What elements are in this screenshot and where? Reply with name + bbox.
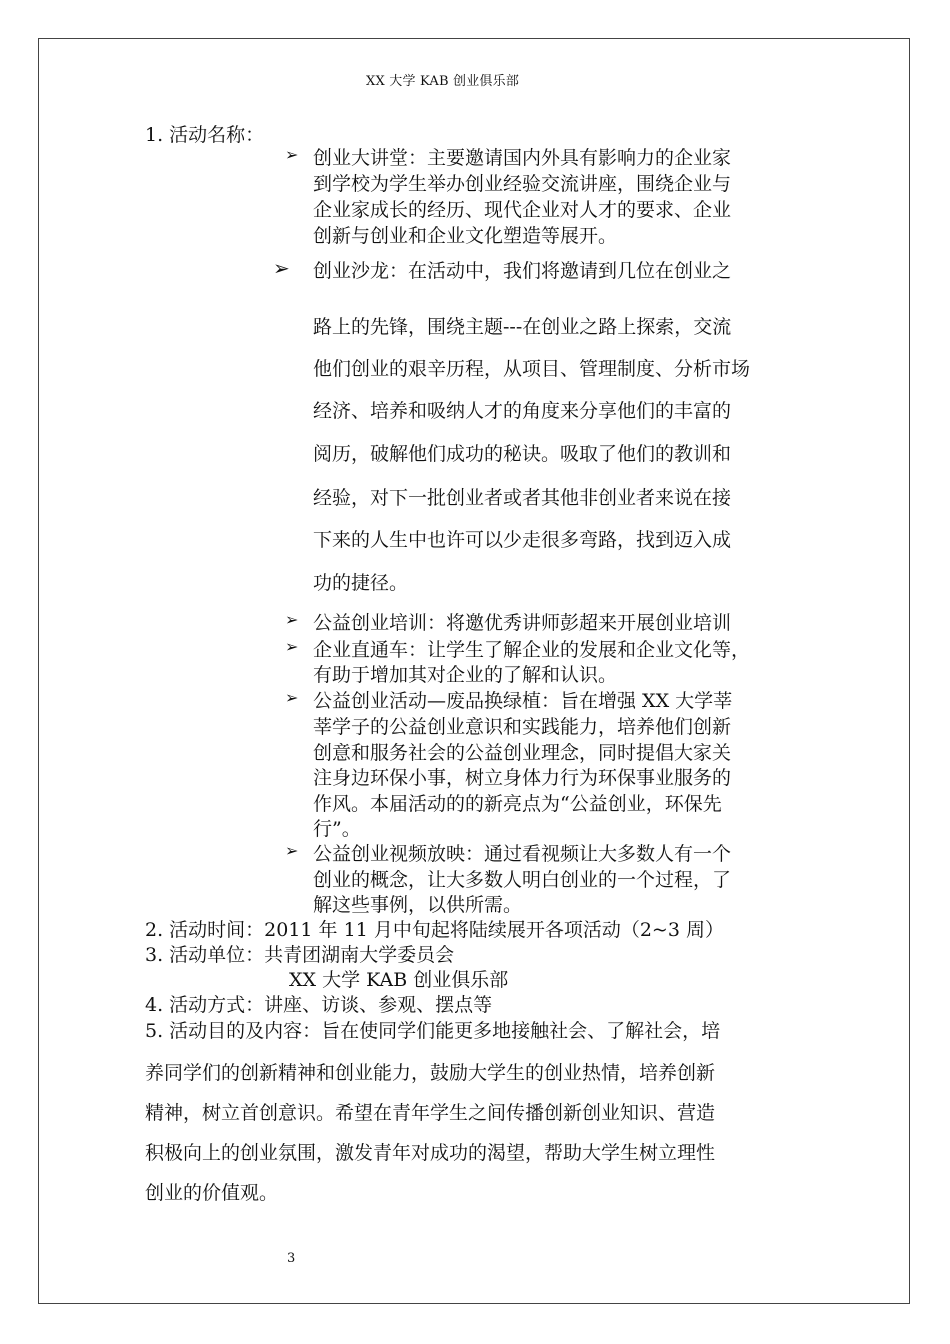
page-header: XX 大学 KAB 创业俱乐部 bbox=[366, 74, 520, 89]
section-4-method: 4. 活动方式：讲座、访谈、参观、摆点等 bbox=[145, 994, 493, 1016]
item-5-line-5: 作风。本届活动的的新亮点为“公益创业，环保先 bbox=[313, 793, 722, 815]
section-2-time: 2. 活动时间：2011 年 11 月中旬起将陆续展开各项活动（2~3 周） bbox=[145, 919, 724, 941]
item-5-line-3: 创意和服务社会的公益创业理念，同时提倡大家关 bbox=[313, 742, 732, 764]
item-4-line-1: 企业直通车：让学生了解企业的发展和企业文化等， bbox=[313, 639, 751, 661]
item-2-line-7: 下来的人生中也许可以少走很多弯路，找到迈入成 bbox=[313, 529, 732, 551]
item-5-line-6: 行”。 bbox=[313, 818, 361, 840]
item-4-line-2: 有助于增加其对企业的了解和认识。 bbox=[313, 664, 618, 686]
item-1-line-4: 创新与创业和企业文化塑造等展开。 bbox=[313, 225, 618, 247]
item-2-line-4: 经济、培养和吸纳人才的角度来分享他们的丰富的 bbox=[313, 400, 732, 422]
arrowhead-bullet-icon: ➢ bbox=[273, 256, 290, 280]
section-1-heading: 1. 活动名称： bbox=[145, 124, 265, 146]
item-5-line-2: 莘学子的公益创业意识和实践能力，培养他们创新 bbox=[313, 716, 732, 738]
section-5-line-1: 5. 活动目的及内容：旨在使同学们能更多地接触社会、了解社会，培 bbox=[145, 1020, 721, 1042]
section-5-line-5: 创业的价值观。 bbox=[145, 1182, 279, 1204]
item-5-line-1: 公益创业活动—废品换绿植：旨在增强 XX 大学莘 bbox=[313, 690, 733, 712]
page-number: 3 bbox=[287, 1251, 296, 1266]
section-5-line-4: 积极向上的创业氛围，激发青年对成功的渴望，帮助大学生树立理性 bbox=[145, 1142, 716, 1164]
item-1-line-2: 到学校为学生举办创业经验交流讲座，围绕企业与 bbox=[313, 173, 732, 195]
arrowhead-bullet-icon: ➢ bbox=[285, 145, 299, 164]
item-6-line-1: 公益创业视频放映：通过看视频让大多数人有一个 bbox=[313, 843, 732, 865]
item-2-line-8: 功的捷径。 bbox=[313, 572, 409, 594]
item-1-line-1: 创业大讲堂：主要邀请国内外具有影响力的企业家 bbox=[313, 147, 732, 169]
item-2-line-1: 创业沙龙：在活动中，我们将邀请到几位在创业之 bbox=[313, 260, 732, 282]
arrowhead-bullet-icon: ➢ bbox=[285, 610, 299, 629]
item-6-line-2: 创业的概念，让大多数人明白创业的一个过程，了 bbox=[313, 869, 732, 891]
item-2-line-5: 阅历，破解他们成功的秘诀。吸取了他们的教训和 bbox=[313, 443, 732, 465]
item-3-line-1: 公益创业培训：将邀优秀讲师彭超来开展创业培训 bbox=[313, 612, 732, 634]
section-3-organizer: 3. 活动单位：共青团湖南大学委员会 bbox=[145, 944, 455, 966]
arrowhead-bullet-icon: ➢ bbox=[285, 637, 299, 656]
item-2-line-2: 路上的先锋，围绕主题---在创业之路上探索，交流 bbox=[313, 316, 732, 338]
section-5-line-2: 养同学们的创新精神和创业能力，鼓励大学生的创业热情，培养创新 bbox=[145, 1062, 716, 1084]
item-6-line-3: 解这些事例，以供所需。 bbox=[313, 894, 523, 916]
item-2-line-3: 他们创业的艰辛历程，从项目、管理制度、分析市场 bbox=[313, 358, 751, 380]
item-2-line-6: 经验，对下一批创业者或者其他非创业者来说在接 bbox=[313, 487, 732, 509]
section-3-organizer-2: XX 大学 KAB 创业俱乐部 bbox=[289, 969, 509, 991]
item-1-line-3: 企业家成长的经历、现代企业对人才的要求、企业 bbox=[313, 199, 732, 221]
section-5-line-3: 精神，树立首创意识。希望在青年学生之间传播创新创业知识、营造 bbox=[145, 1102, 716, 1124]
item-5-line-4: 注身边环保小事，树立身体力行为环保事业服务的 bbox=[313, 767, 732, 789]
arrowhead-bullet-icon: ➢ bbox=[285, 688, 299, 707]
arrowhead-bullet-icon: ➢ bbox=[285, 841, 299, 860]
